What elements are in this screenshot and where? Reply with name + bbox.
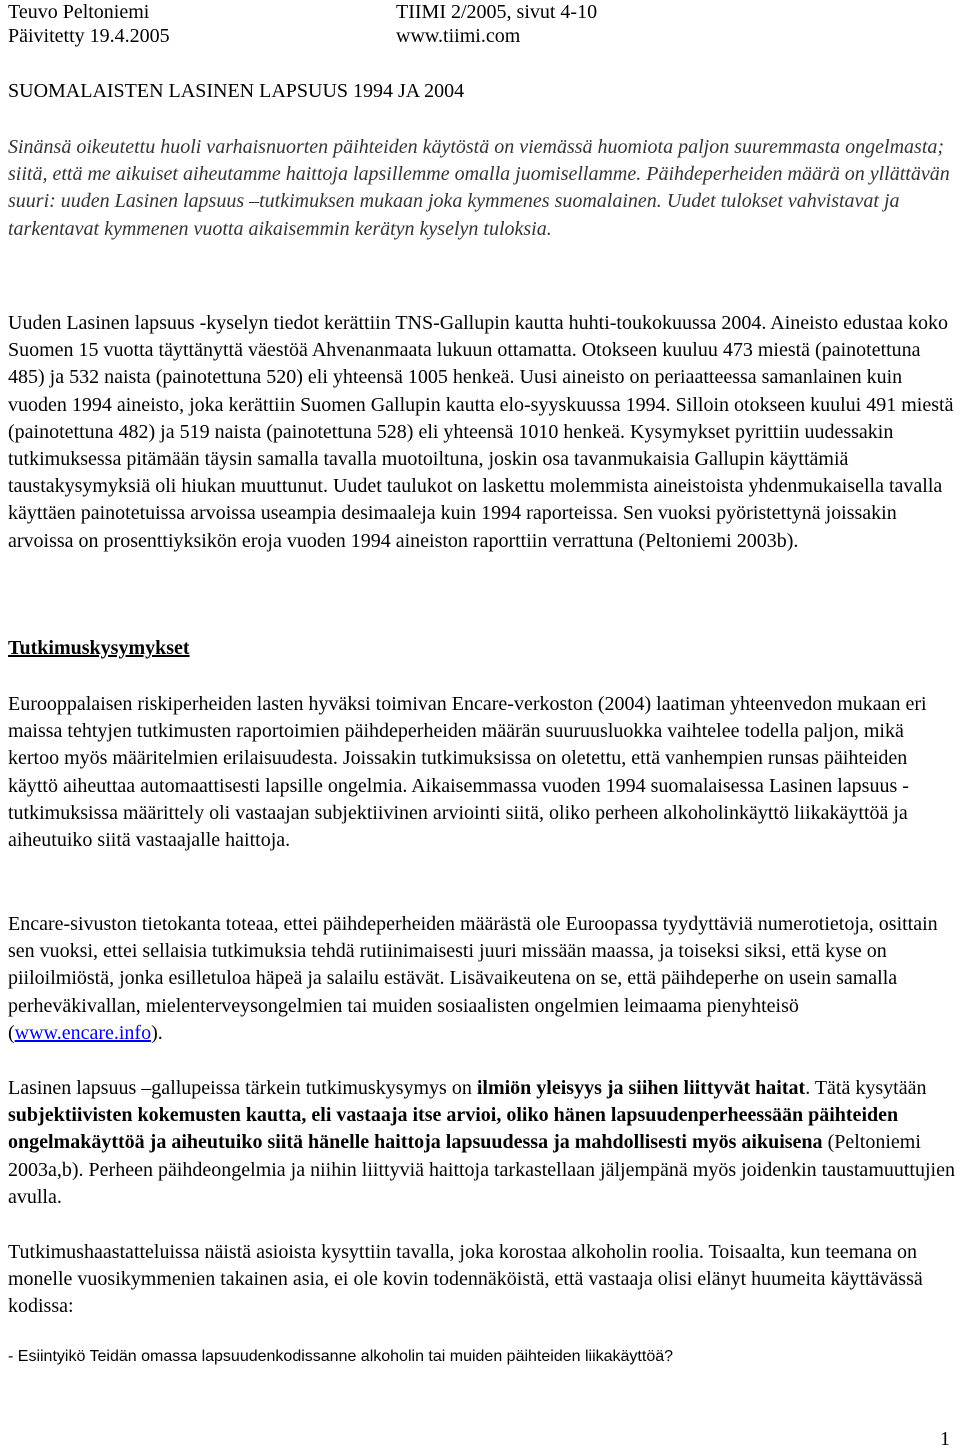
main-question-text-d: (Peltoniemi 2003a,b). Perheen päihdeongelmia ja niihin liittyviä haittoja tarkastellaan jäljempänä myös joidenkin taustamuuttujien avulla. (8, 1131, 955, 1208)
main-question-text-a: Lasinen lapsuus –gallupeissa tärkein tutkimuskysymys on (8, 1077, 477, 1099)
page-number: 1 (940, 1428, 950, 1450)
encare-text-end: ). (151, 1021, 163, 1044)
lead-paragraph (8, 134, 958, 243)
main-question-text-c: . Tätä kysytään (805, 1077, 927, 1099)
paragraph-main-question (8, 1075, 958, 1211)
encare-text: Encare-sivuston tietokanta toteaa, ettei päihdeperheiden määrästä ole Euroopassa tyydyttäviä numerotietoja, osittain sen vuoksi, ettei sellaisia tutkimuksia tehdä rutiinimaisesti juuri missään maassa, ja toiseksi siksi, että kyse on piiloilmiöstä, jonka esilletuloa häpeä ja salailu estävät. Lisävaikeutena on se, että päihdeperhe on usein samalla perheväkivallan, mielenterveysongelmien tai muiden sosiaalisten ongelmien leimaama pienyhteisö ( (8, 913, 938, 1044)
lead-sentence-2: Päihdeperheiden määrä on yllättävän suuri: uuden Lasinen lapsuus –tutkimuksen mukaan joka kymmenes suomalainen. (8, 163, 950, 213)
paragraph-encare (8, 911, 958, 1047)
paragraph-method: Uuden Lasinen lapsuus -kyselyn tiedot kerättiin TNS-Gallupin kautta huhti-toukokuussa 2004. Aineisto edustaa koko Suomen 15 vuotta täyttänyttä väestöä Ahvenanmaata lukuun ottamatta. Otokseen kuuluu 473 miestä (painotettuna 485) ja 532 naista (painotettuna 520) eli yhteensä 1005 henkeä. Uusi aineisto on periaatteessa samanlainen kuin vuoden 1994 aineisto, joka kerättiin Suomen Gallupin kautta elo-syyskuussa 1994. Silloin otokseen kuului 491 miestä (painotettuna 482) ja 519 naista (painotettuna 528) eli yhteensä 1010 henkeä. Kysymykset pyrittiin uudessakin tutkimuksessa pitämään täysin samalla tavalla muotoiltuna, joskin osa tavanmukaisia Gallupin käyttämiä taustakysymyksiä oli hiukan muuttunut. Uudet taulukot on laskettu molemmista aineistoista yhdenmukaisella tavalla käyttäen painotetuissa arvoissa useampia desimaaleja kuin 1994 raporteissa. Sen vuoksi pyöristettynä joissakin arvoissa on prosenttiyksikön eroja vuoden 1994 aineiston raporttiin verrattuna (Peltoniemi 2003b). (8, 312, 954, 552)
paragraph-interviews: Tutkimushaastatteluissa näistä asioista kysyttiin tavalla, joka korostaa alkoholin roolia. Toisaalta, kun teemana on monelle vuosikymmenien takainen asia, ei ole kovin todennäköistä, että vastaaja olisi elänyt huumeita käyttävässä kodissa: (8, 1241, 923, 1318)
page-title: SUOMALAISTEN LASINEN LAPSUUS 1994 JA 2004 (8, 80, 465, 102)
section-heading: Tutkimuskysymykset (8, 637, 190, 659)
lead-sentence-3: Uudet tulokset vahvistavat ja tarkentavat kymmenen vuotta aikaisemmin kerätyn kyselyn tuloksia. (8, 190, 900, 240)
publication-info: TIIMI 2/2005, sivut 4-10 (396, 1, 598, 23)
updated-date: Päivitetty 19.4.2005 (8, 25, 170, 47)
main-question-bold-2: subjektiivisten kokemusten kautta, eli vastaaja itse arvioi, oliko hänen lapsuudenperheessään päihteiden ongelmakäyttöä ja aiheutuiko siitä hänelle haittoja lapsuudessa ja mahdollisesti myös aikuisena (8, 1104, 899, 1154)
paragraph-research-questions: Eurooppalaisen riskiperheiden lasten hyväksi toimivan Encare-verkoston (2004) laatiman yhteenvedon mukaan eri maissa tehtyjen tutkimusten raportoimien päihdeperheiden määrän suuruusluokka vaihtelee todella paljon, mikä kertoo myös määritelmien erilaisuudesta. Joissakin tutkimuksissa on oletettu, että vanhempien runsas päihteiden käyttö aiheuttaa automaattisesti lapsille ongelmia. Aikaisemmassa vuoden 1994 suomalaisessa Lasinen lapsuus -tutkimuksissa määrittely oli vastaajan subjektiivinen arviointi siitä, oliko perheen alkoholinkäyttö liikakäyttöä ja aiheutuiko siitä vastaajalle haittoja. (8, 693, 927, 852)
main-question-bold-1: ilmiön yleisyys ja siihen liittyvät haitat (476, 1077, 806, 1099)
lead-sentence-1: Sinänsä oikeutettu huoli varhaisnuorten päihteiden käytöstä on viemässä huomiota paljon suuremmasta ongelmasta; siitä, että me aikuiset aiheutamme haittoja lapsillemme omalla juomisellamme. (8, 136, 945, 186)
author: Teuvo Peltoniemi (8, 1, 150, 23)
encare-link[interactable]: www.encare.info (14, 1021, 152, 1044)
survey-question: - Esiintyikö Teidän omassa lapsuudenkodissanne alkoholin tai muiden päihteiden liikakäyttöä? (8, 1348, 674, 1365)
website: www.tiimi.com (396, 25, 521, 47)
